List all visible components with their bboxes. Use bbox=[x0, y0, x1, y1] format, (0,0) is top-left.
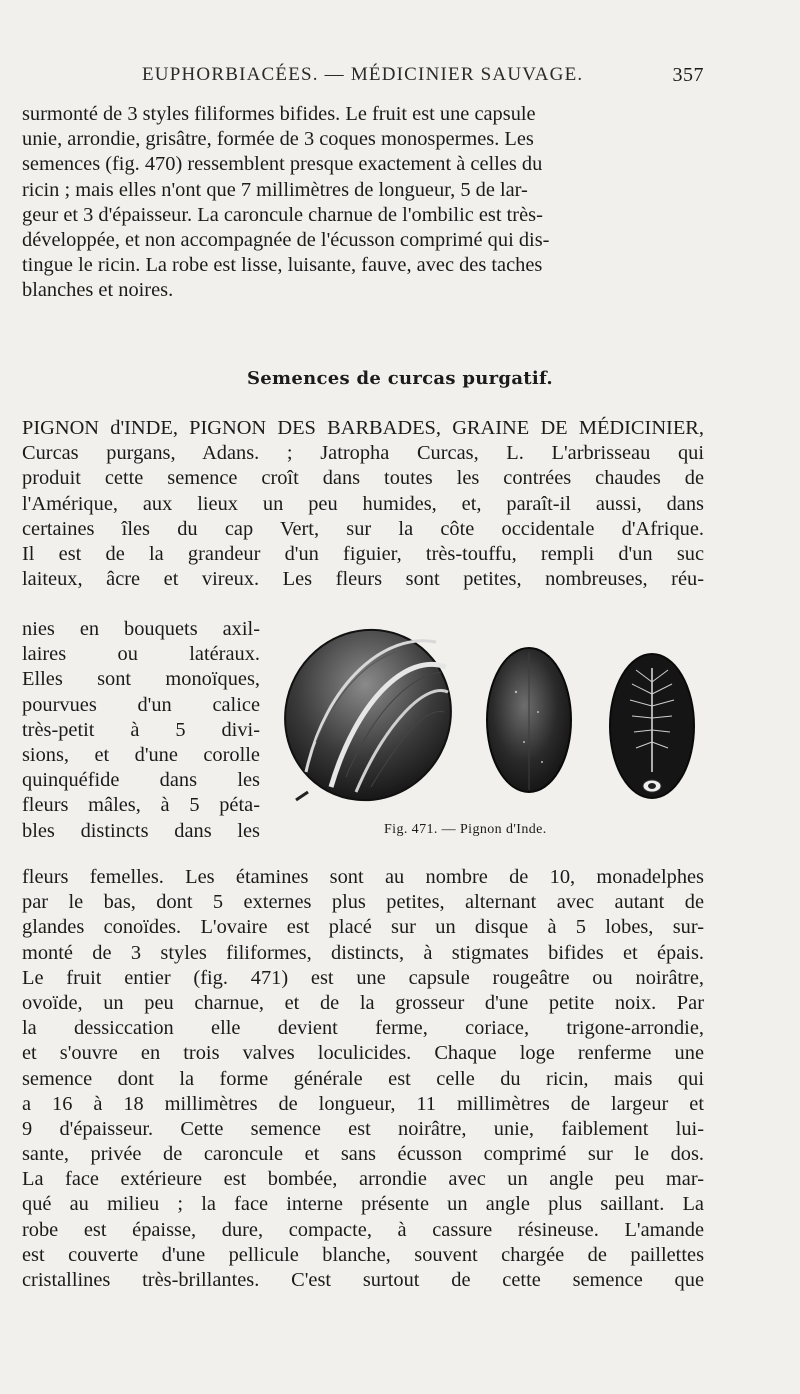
page-number: 357 bbox=[672, 64, 704, 86]
text-line: laiteux, âcre et vireux. Les fleurs sont petites, nombreuses, réu- bbox=[22, 568, 704, 591]
narrow-column-text bbox=[22, 617, 260, 844]
text-line: certaines îles du cap Vert, sur la côte occidentale d'Afrique. bbox=[22, 517, 704, 540]
paragraph-2 bbox=[22, 416, 704, 592]
text-line: fleurs mâles, à 5 péta- bbox=[22, 794, 260, 817]
text-line: qué au milieu ; la face interne présente un angle plus saillant. La bbox=[22, 1193, 704, 1216]
page-header bbox=[22, 64, 704, 92]
text-line: Il est de la grandeur d'un figuier, très-touffu, rempli d'un suc bbox=[22, 542, 704, 565]
text-line: La face extérieure est bombée, arrondie avec un angle peu mar- bbox=[22, 1168, 704, 1191]
text-line: Curcas purgans, Adans. ; Jatropha Curcas, L. L'arbrisseau qui bbox=[22, 442, 704, 465]
text-line: geur et 3 d'épaisseur. La caroncule charnue de l'ombilic est très- bbox=[22, 203, 543, 226]
text-line: pourvues d'un calice bbox=[22, 693, 260, 716]
text-line: bles distincts dans les bbox=[22, 819, 260, 842]
section-heading: Semences de curcas purgatif. bbox=[246, 368, 554, 389]
figure-471 bbox=[276, 622, 706, 852]
text-line: et s'ouvre en trois valves loculicides. Chaque loge renferme une bbox=[22, 1042, 704, 1065]
text-line: sions, et d'une corolle bbox=[22, 743, 260, 766]
text-line: Le fruit entier (fig. 471) est une capsule rougeâtre ou noirâtre, bbox=[22, 966, 704, 989]
text-line: PIGNON d'INDE, PIGNON DES BARBADES, GRAINE DE MÉDICINIER, bbox=[22, 417, 704, 439]
text-line: glandes conoïdes. L'ovaire est placé sur un disque à 5 lobes, sur- bbox=[22, 916, 704, 939]
text-line: quinquéfide dans les bbox=[22, 769, 260, 792]
text-line: fleurs femelles. Les étamines sont au nombre de 10, monadelphes bbox=[22, 866, 704, 888]
text-line: est couverte d'une pellicule blanche, souvent chargée de paillettes bbox=[22, 1243, 704, 1266]
text-line: a 16 à 18 millimètres de longueur, 11 millimètres de largeur et bbox=[22, 1092, 704, 1115]
text-line: semences (fig. 470) ressemblent presque exactement à celles du bbox=[22, 153, 543, 176]
text-line: laires ou latéraux. bbox=[22, 643, 260, 666]
seed-inner-drawing bbox=[610, 654, 694, 798]
text-line: surmonté de 3 styles filiformes bifides. Le fruit est une capsule bbox=[22, 103, 536, 125]
text-line: sante, privée de caroncule et sans écusson comprimé sur le dos. bbox=[22, 1143, 704, 1166]
text-line: unie, arrondie, grisâtre, formée de 3 coques monospermes. Les bbox=[22, 128, 534, 151]
seed-illustration bbox=[276, 622, 706, 822]
text-line: blanches et noires. bbox=[22, 279, 174, 302]
text-line: semence dont la forme générale est celle du ricin, mais qui bbox=[22, 1067, 704, 1090]
text-line: produit cette semence croît dans toutes les contrées chaudes de bbox=[22, 467, 704, 490]
text-line: cristallines très-brillantes. C'est surtout de cette semence que bbox=[22, 1269, 704, 1291]
text-line: la dessiccation elle devient ferme, coriace, trigone-arrondie, bbox=[22, 1017, 704, 1040]
text-line: très-petit à 5 divi- bbox=[22, 718, 260, 741]
paragraph-3 bbox=[22, 865, 704, 1293]
text-line: par le bas, dont 5 externes plus petites, alternant avec autant de bbox=[22, 891, 704, 914]
text-line: robe est épaisse, dure, compacte, à cassure résineuse. L'amande bbox=[22, 1218, 704, 1241]
text-line: tingue le ricin. La robe est lisse, luisante, fauve, avec des taches bbox=[22, 254, 543, 277]
fruit-drawing bbox=[276, 622, 481, 822]
text-line: nies en bouquets axil- bbox=[22, 618, 260, 640]
figure-caption: Fig. 471. — Pignon d'Inde. bbox=[384, 822, 547, 837]
text-line: développée, et non accompagnée de l'écusson comprimé qui dis- bbox=[22, 228, 550, 251]
running-title: EUPHORBIACÉES. — MÉDICINIER SAUVAGE. bbox=[142, 64, 584, 85]
text-line: ricin ; mais elles n'ont que 7 millimètres de longueur, 5 de lar- bbox=[22, 178, 528, 201]
text-line: ovoïde, un peu charnue, et de la grosseur d'une petite noix. Par bbox=[22, 991, 704, 1014]
text-line: monté de 3 styles filiformes, distincts, à stigmates bifides et épais. bbox=[22, 941, 704, 964]
seed-outer-drawing bbox=[487, 648, 571, 792]
text-line: 9 d'épaisseur. Cette semence est noirâtre, unie, faiblement lui- bbox=[22, 1117, 704, 1140]
text-line: l'Amérique, aux lieux un peu humides, et, paraît-il aussi, dans bbox=[22, 492, 704, 515]
text-line: Elles sont monoïques, bbox=[22, 668, 260, 691]
paragraph-1 bbox=[22, 102, 704, 304]
